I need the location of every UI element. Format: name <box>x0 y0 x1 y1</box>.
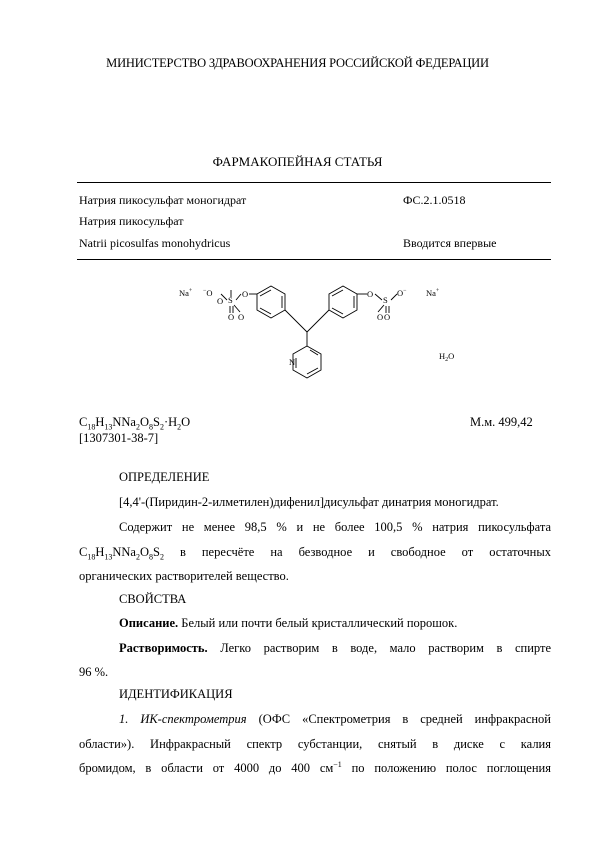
content-line-2: $C_{18}H_{13}NNa_2O_8S_2$ в пересчёте на безводное и свободное от остаточных <box>79 545 551 562</box>
solubility-line-1: Растворимость. Легко растворим в воде, мало растворим в спирте <box>119 641 551 655</box>
content-line-3: органических растворителей вещество. <box>79 569 289 583</box>
oxygen-left-2: O <box>217 296 224 306</box>
ir-line-2: области»). Инфракрасный спектр субстанции, снятый в диске с калия <box>79 737 551 751</box>
ir-line-1: 1. ИК-спектрометрия (ОФС «Спектрометрия в средней инфракрасной <box>119 712 551 726</box>
oxygen-left-anion: −O <box>203 288 213 298</box>
oxygen-right-4: O <box>377 312 384 322</box>
pyridine-nitrogen: N <box>289 357 296 367</box>
name-latin: Natrii picosulfas monohydricus <box>79 236 231 250</box>
section-identification-title: ИДЕНТИФИКАЦИЯ <box>119 687 233 701</box>
oxygen-left-3: O <box>228 312 235 322</box>
section-properties-title: СВОЙСТВА <box>119 592 187 606</box>
monograph-status: Вводится впервые <box>403 236 497 250</box>
section-definition-title: ОПРЕДЕЛЕНИЕ <box>119 470 210 484</box>
oxygen-right-ester: O <box>367 289 374 299</box>
oxygen-left-4: O <box>238 312 245 322</box>
oxygen-right-3: O <box>384 312 391 322</box>
name-ru: Натрия пикосульфат <box>79 214 184 228</box>
description-paragraph: Описание. Белый или почти белый кристаллический порошок. <box>119 616 458 630</box>
header-rule-bottom <box>77 259 551 260</box>
document-type-title: ФАРМАКОПЕЙНАЯ СТАТЬЯ <box>212 154 383 169</box>
sulfur-right: S <box>383 295 388 305</box>
monograph-code: ФС.2.1.0518 <box>403 193 466 207</box>
solubility-line-2: 96 %. <box>79 665 109 679</box>
name-ru-hydrate: Натрия пикосульфат моногидрат <box>79 193 247 207</box>
water-molecule: $H_2O$ <box>439 351 455 363</box>
cas-number: [1307301-38-7] <box>79 431 159 445</box>
molecular-mass: М.м. 499,42 <box>470 415 533 429</box>
header-rule-top <box>77 182 551 183</box>
ir-line-3: бромидом, в области от 4000 до 400 $см^{-1}$ по положению полос поглощения <box>79 759 551 775</box>
sulfur-left: S <box>228 295 233 305</box>
content-line-1: Содержит не менее 98,5 % и не более 100,5 % натрия пикосульфата <box>119 520 551 534</box>
structural-formula <box>170 272 470 397</box>
ministry-title: МИНИСТЕРСТВО ЗДРАВООХРАНЕНИЯ РОССИЙСКОЙ ФЕДЕРАЦИИ <box>106 56 489 70</box>
molecular-formula: $C_{18}H_{13}NNa_2O_8S_2\cdot H_2O$ <box>79 415 191 432</box>
oxygen-right-anion: O− <box>397 288 407 298</box>
sodium-right-label: Na+ <box>426 288 440 298</box>
oxygen-left-ester: O <box>242 289 249 299</box>
definition-text: [4,4'-(Пиридин-2-илметилен)дифенил]дисульфат динатрия моногидрат. <box>119 495 499 509</box>
sodium-left-label: Na+ <box>179 288 193 298</box>
